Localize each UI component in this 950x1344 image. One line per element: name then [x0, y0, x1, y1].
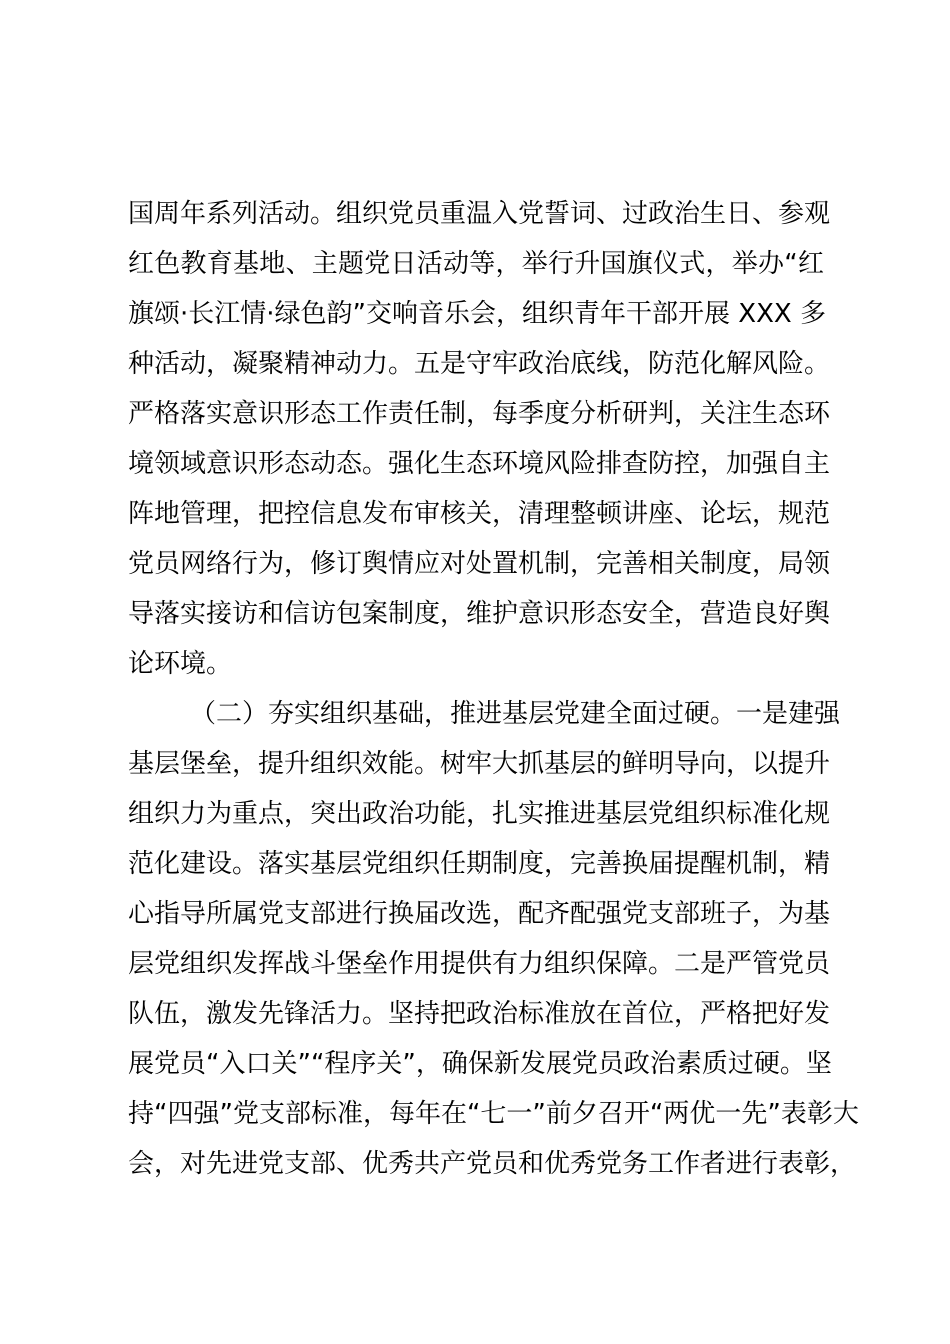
text-line: 旗颂·长江情·绿色韵”交响音乐会，组织青年干部开展 XXX 多: [128, 299, 826, 329]
text-line: 组织力为重点，突出政治功能，扎实推进基层党组织标准化规: [128, 799, 831, 829]
text-line: 层党组织发挥战斗堡垒作用提供有力组织保障。二是严管党员: [128, 949, 831, 979]
text-line: 红色教育基地、主题党日活动等，举行升国旗仪式，举办“红: [128, 249, 824, 279]
text-line: 会，对先进党支部、优秀共产党员和优秀党务工作者进行表彰，: [128, 1149, 857, 1179]
paragraph-2: [128, 689, 859, 1189]
text-line: 持“四强”党支部标准，每年在“七一”前夕召开“两优一先”表彰大: [128, 1099, 859, 1129]
text-line: 范化建设。落实基层党组织任期制度，完善换届提醒机制，精: [128, 849, 831, 879]
document-body: [128, 189, 859, 1189]
paragraph-1: [128, 189, 831, 689]
text-line: 导落实接访和信访包案制度，维护意识形态安全，营造良好舆: [128, 599, 831, 629]
text-line: 阵地管理，把控信息发布审核关，清理整顿讲座、论坛，规范: [128, 499, 831, 529]
text-line: 党员网络行为，修订舆情应对处置机制，完善相关制度，局领: [128, 549, 831, 579]
text-line: 基层堡垒，提升组织效能。树牢大抓基层的鲜明导向，以提升: [128, 749, 831, 779]
text-line: 队伍，激发先锋活力。坚持把政治标准放在首位，严格把好发: [128, 999, 831, 1029]
text-line: 国周年系列活动。组织党员重温入党誓词、过政治生日、参观: [128, 199, 831, 229]
text-line: 展党员“入口关”“程序关”，确保新发展党员政治素质过硬。坚: [128, 1049, 832, 1079]
text-line: 论环境。: [128, 649, 233, 679]
text-line: 严格落实意识形态工作责任制，每季度分析研判，关注生态环: [128, 399, 831, 429]
section-heading-line: （二）夯实组织基础，推进基层党建全面过硬。一是建强: [190, 699, 841, 729]
text-line: 种活动，凝聚精神动力。五是守牢政治底线，防范化解风险。: [128, 349, 831, 379]
text-line: 心指导所属党支部进行换届改选，配齐配强党支部班子，为基: [128, 899, 831, 929]
text-line: 境领域意识形态动态。强化生态环境风险排查防控，加强自主: [128, 449, 831, 479]
